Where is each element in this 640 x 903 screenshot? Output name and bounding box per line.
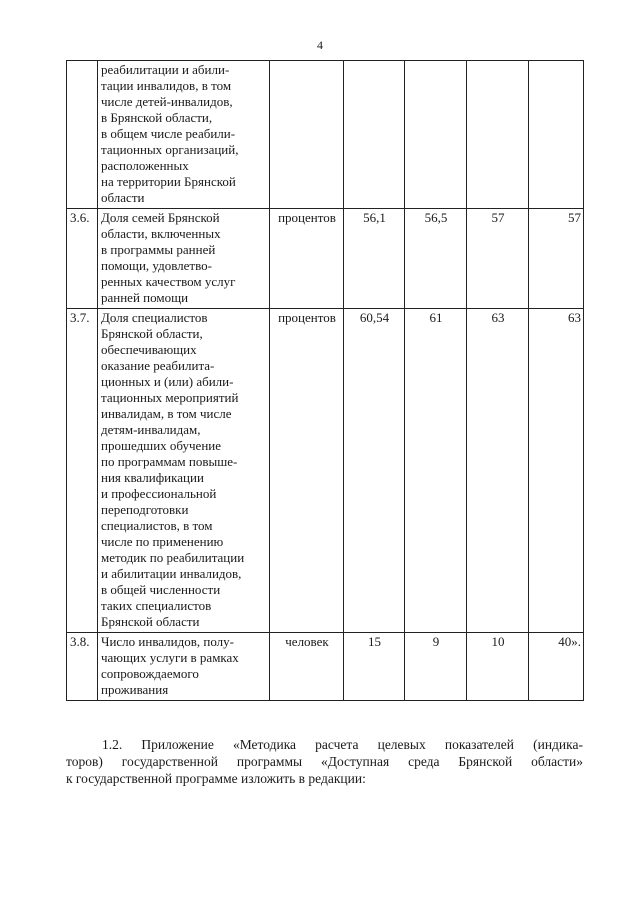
page-number: 4 xyxy=(317,38,323,52)
value-cell-4: 57 xyxy=(529,209,584,309)
value-cell-2 xyxy=(405,61,467,209)
indicators-table xyxy=(66,60,584,701)
indicator-name-line: реабилитации и абили- xyxy=(101,62,230,77)
indicator-name-line: Брянской области, xyxy=(101,326,203,341)
paragraph-line: торов) государственной программы «Доступная среда Брянской области» xyxy=(66,754,583,769)
indicator-name-line: по программам повыше- xyxy=(101,454,238,469)
indicator-name-line: в Брянской области, xyxy=(101,110,213,125)
indicator-name-line: ционных и (или) абили- xyxy=(101,374,234,389)
indicator-name-line: таких специалистов xyxy=(101,598,212,613)
indicator-name-line: помощи, удовлетво- xyxy=(101,258,212,273)
row-number-cell xyxy=(67,61,98,209)
value-cell-1: 60,54 xyxy=(344,309,405,633)
indicator-name-line: и профессиональной xyxy=(101,486,217,501)
indicator-name-line: Брянской области xyxy=(101,614,200,629)
indicator-name-line: числе по применению xyxy=(101,534,224,549)
unit-cell xyxy=(270,61,344,209)
indicator-name-cell xyxy=(98,633,270,701)
indicator-name-line: области xyxy=(101,190,145,205)
value-cell-2: 61 xyxy=(405,309,467,633)
row-number-cell: 3.8. xyxy=(67,633,98,701)
indicator-name-line: методик по реабилитации xyxy=(101,550,245,565)
value-cell-2: 56,5 xyxy=(405,209,467,309)
indicator-name-line: в общей численности xyxy=(101,582,221,597)
indicator-name-line: тационных организаций, xyxy=(101,142,239,157)
indicator-name-line: расположенных xyxy=(101,158,189,173)
value-cell-4 xyxy=(529,61,584,209)
indicator-name-line: и абилитации инвалидов, xyxy=(101,566,242,581)
table-row xyxy=(67,633,584,701)
indicator-name-cell xyxy=(98,209,270,309)
indicator-name-line: сопровождаемого xyxy=(101,666,199,681)
table-row xyxy=(67,209,584,309)
indicator-name-line: обеспечивающих xyxy=(101,342,197,357)
indicator-name-line: на территории Брянской xyxy=(101,174,236,189)
indicator-name-line: ренных качеством услуг xyxy=(101,274,236,289)
value-cell-3: 63 xyxy=(467,309,529,633)
indicator-name-line: ранней помощи xyxy=(101,290,189,305)
indicator-name-line: инвалидам, в том числе xyxy=(101,406,232,421)
indicator-name-line: области, включенных xyxy=(101,226,221,241)
indicator-name-line: числе детей-инвалидов, xyxy=(101,94,233,109)
unit-cell: человек xyxy=(270,633,344,701)
paragraph-line: 1.2. Приложение «Методика расчета целевых показателей (индика- xyxy=(102,737,583,752)
indicator-name-line: тации инвалидов, в том xyxy=(101,78,232,93)
indicator-name-line: оказание реабилита- xyxy=(101,358,215,373)
row-number-cell: 3.7. xyxy=(67,309,98,633)
table-row xyxy=(67,309,584,633)
amendment-paragraph xyxy=(66,736,583,787)
indicator-name-cell xyxy=(98,309,270,633)
value-cell-1: 56,1 xyxy=(344,209,405,309)
unit-cell: процентов xyxy=(270,209,344,309)
indicator-name-line: детям-инвалидам, xyxy=(101,422,201,437)
indicator-name-line: проживания xyxy=(101,682,169,697)
indicator-name-line: Доля специалистов xyxy=(101,310,208,325)
indicator-name-line: специалистов, в том xyxy=(101,518,213,533)
row-number-cell: 3.6. xyxy=(67,209,98,309)
value-cell-3 xyxy=(467,61,529,209)
indicator-name-line: Доля семей Брянской xyxy=(101,210,220,225)
value-cell-1: 15 xyxy=(344,633,405,701)
value-cell-3: 57 xyxy=(467,209,529,309)
value-cell-4: 63 xyxy=(529,309,584,633)
indicator-name-line: в программы ранней xyxy=(101,242,216,257)
indicator-name-cell xyxy=(98,61,270,209)
value-cell-3: 10 xyxy=(467,633,529,701)
table-row xyxy=(67,61,584,209)
indicator-name-line: прошедших обучение xyxy=(101,438,222,453)
indicator-name-line: ния квалификации xyxy=(101,470,204,485)
indicator-name-line: переподготовки xyxy=(101,502,189,517)
value-cell-4: 40». xyxy=(529,633,584,701)
indicator-name-line: чающих услуги в рамках xyxy=(101,650,239,665)
paragraph-line: к государственной программе изложить в редакции: xyxy=(66,771,366,786)
indicator-name-line: в общем числе реабили- xyxy=(101,126,236,141)
indicator-name-line: тационных мероприятий xyxy=(101,390,239,405)
value-cell-2: 9 xyxy=(405,633,467,701)
unit-cell: процентов xyxy=(270,309,344,633)
value-cell-1 xyxy=(344,61,405,209)
indicator-name-line: Число инвалидов, полу- xyxy=(101,634,234,649)
